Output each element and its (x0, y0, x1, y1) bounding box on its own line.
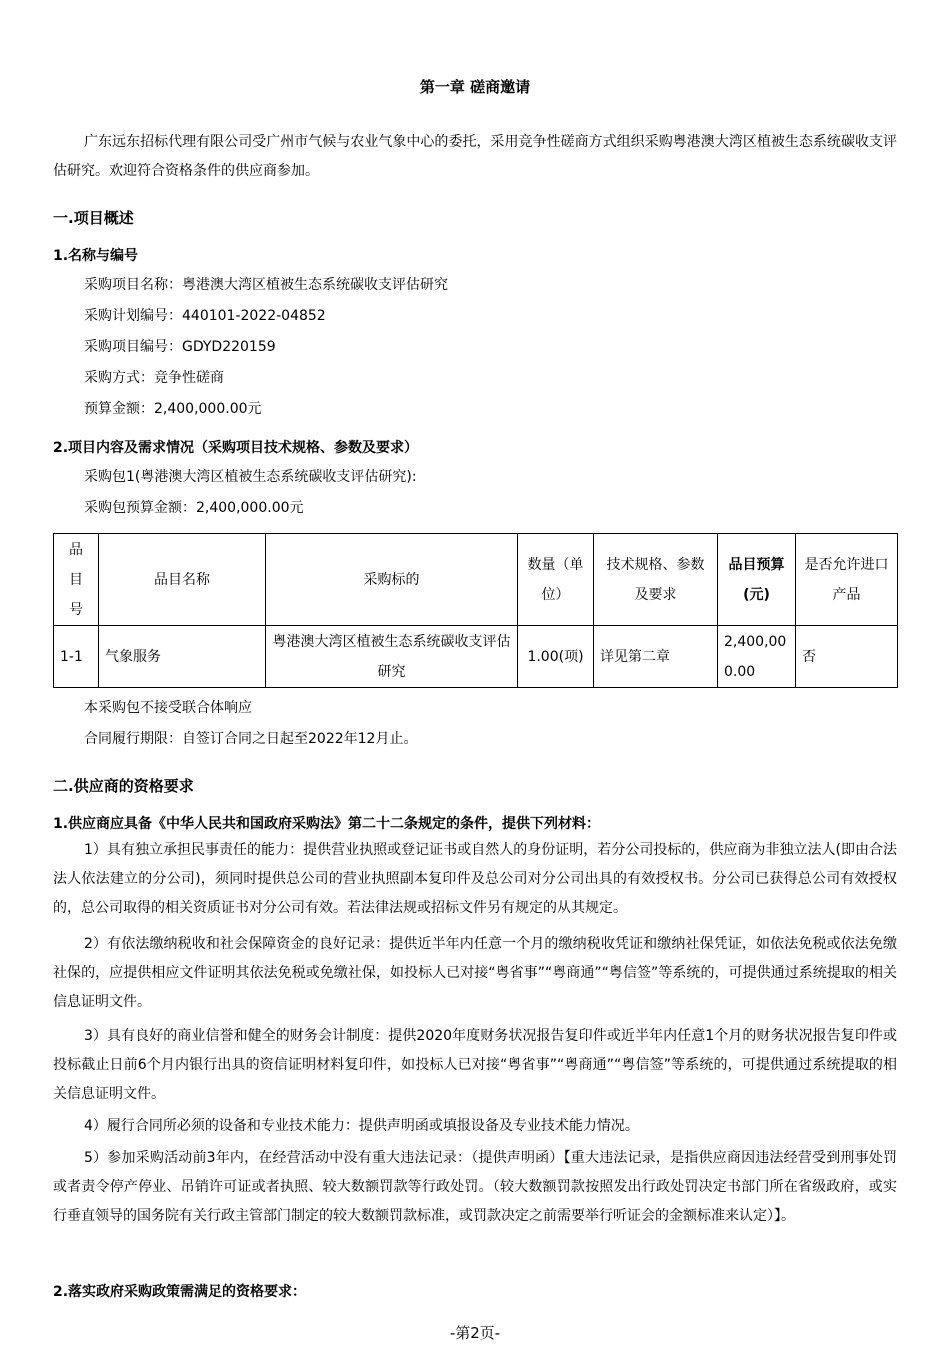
section-heading-overview: 一.项目概述 (53, 209, 134, 227)
header-item-name: 品目名称 (99, 534, 266, 626)
qualification-item-2: 2）有依法缴纳税收和社会保障资金的良好记录：提供近半年内任意一个月的缴纳税收凭证和缴纳社保凭证，如依法免税或依法免缴社保的，应提供相应文件证明其依法免税或免缴社保，如投标人已对接“粤省事”“粤商通”“粤信签”等系统的，可提供通过系统提取的相关信息证明文件。 (53, 936, 897, 1010)
cell-quantity: 1.00(项) (518, 626, 594, 688)
items-table (53, 533, 898, 688)
plan-number-line: 采购计划编号：440101-2022-04852 (84, 308, 326, 324)
table-header-row (54, 534, 898, 626)
header-quantity: 数量（单位） (518, 534, 594, 626)
table-row (54, 626, 898, 688)
qualification-item-3: 3）具有良好的商业信誉和健全的财务会计制度：提供2020年度财务状况报告复印件或近半年内任意1个月的财务状况报告复印件或投标截止日前6个月内银行出具的资信证明材料复印件，如投标人已对接“粤省事”“粤商通”“粤信签”等系统的，可提供通过系统提取的相关信息证明文件。 (53, 1028, 897, 1102)
subheading-content-requirements: 2.项目内容及需求情况（采购项目技术规格、参数及要求） (53, 440, 419, 456)
header-spec: 技术规格、参数及要求 (594, 534, 718, 626)
contract-period-line: 合同履行期限：自签订合同之日起至2022年12月止。 (84, 731, 418, 747)
subheading-policy-requirements: 2.落实政府采购政策需满足的资格要求： (53, 1284, 307, 1300)
cell-import: 否 (796, 626, 898, 688)
section-heading-qualifications: 二.供应商的资格要求 (53, 777, 194, 795)
cell-subject: 粤港澳大湾区植被生态系统碳收支评估研究 (266, 626, 518, 688)
intro-paragraph: 广东远东招标代理有限公司受广州市气候与农业气象中心的委托，采用竞争性磋商方式组织采购粤港澳大湾区植被生态系统碳收支评估研究。欢迎符合资格条件的供应商参加。 (53, 134, 897, 179)
project-number-line: 采购项目编号：GDYD220159 (84, 339, 276, 355)
cell-budget: 2,400,000.00 (718, 626, 796, 688)
qualification-item-4: 4）履行合同所必须的设备和专业技术能力：提供声明函或填报设备及专业技术能力情况。 (84, 1118, 639, 1134)
header-item-no: 品目号 (54, 534, 99, 626)
header-import: 是否允许进口产品 (796, 534, 898, 626)
header-budget: 品目预算(元) (718, 534, 796, 626)
qualification-item-5: 5）参加采购活动前3年内，在经营活动中没有重大违法记录：（提供声明函）【重大违法记录，是指供应商因违法经营受到刑事处罚或者责令停产停业、吊销许可证或者执照、较大数额罚款等行政处罚。（较大数额罚款按照发出行政处罚决定书部门所在省级政府，或实行垂直领导的国务院有关行政主管部门制定的较大数额罚款标准，或罚款决定之前需要举行听证会的金额标准来认定）】。 (53, 1150, 897, 1224)
cell-item-no: 1-1 (54, 626, 99, 688)
subheading-conditions: 1.供应商应具备《中华人民共和国政府采购法》第二十二条规定的条件，提供下列材料： (53, 816, 601, 832)
cell-item-name: 气象服务 (99, 626, 266, 688)
project-name-line: 采购项目名称：粤港澳大湾区植被生态系统碳收支评估研究 (84, 277, 448, 293)
procurement-method-line: 采购方式：竞争性磋商 (84, 370, 224, 386)
qualification-item-1: 1）具有独立承担民事责任的能力：提供营业执照或登记证书或自然人的身份证明，若分公司投标的，供应商为非独立法人(即由合法法人依法建立的分公司)，须同时提供总公司的营业执照副本复印件及总公司对分公司出具的有效授权书。分公司已获得总公司有效授权的，总公司取得的相关资质证书对分公司有效。若法律法规或招标文件另有规定的从其规定。 (53, 842, 897, 916)
header-subject: 采购标的 (266, 534, 518, 626)
subheading-name-number: 1.名称与编号 (53, 248, 139, 264)
chapter-title: 第一章 磋商邀请 (419, 78, 531, 96)
cell-spec: 详见第二章 (594, 626, 718, 688)
page-number: -第2页- (449, 1324, 501, 1342)
no-consortium-line: 本采购包不接受联合体响应 (84, 700, 252, 716)
package-budget-line: 采购包预算金额：2,400,000.00元 (84, 500, 304, 516)
budget-line: 预算金额：2,400,000.00元 (84, 401, 262, 417)
package-line: 采购包1(粤港澳大湾区植被生态系统碳收支评估研究): (84, 469, 417, 485)
